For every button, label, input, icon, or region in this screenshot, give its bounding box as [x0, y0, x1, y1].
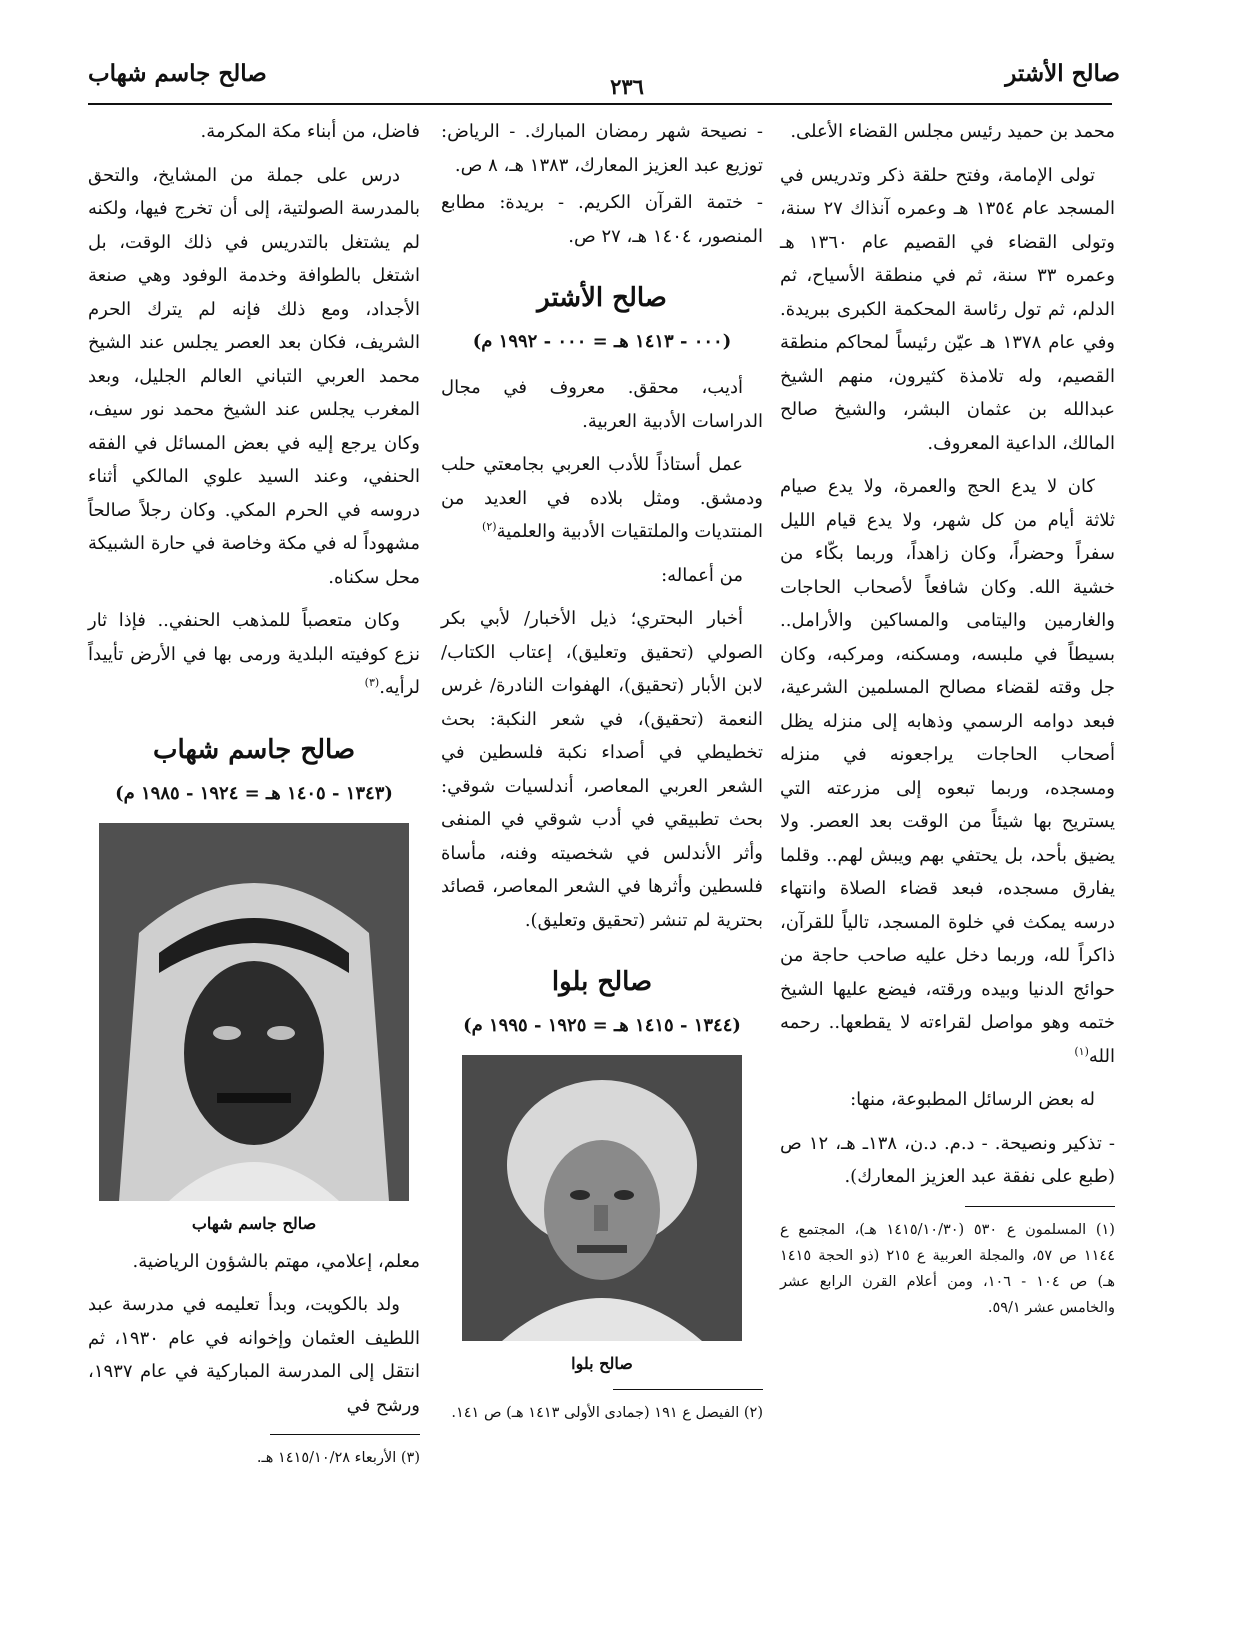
- page-number: ٢٣٦: [610, 74, 644, 99]
- entry-dates: (١٣٤٤ - ١٤١٥ هـ = ١٩٢٥ - ١٩٩٥ م): [463, 1015, 741, 1036]
- photo-caption: صالح جاسم شهاب: [191, 1213, 317, 1233]
- middle-column: [441, 115, 763, 1426]
- list-item: - ختمة القرآن الكريم. - بريدة: مطابع المنصور، ١٤٠٤ هـ، ٢٧ ص.: [441, 192, 763, 247]
- list-item: - نصيحة شهر رمضان المبارك. - الرياض: توزيع عبد العزيز المعارك، ١٣٨٣ هـ، ٨ ص.: [441, 121, 763, 176]
- paragraph-text: عمل أستاذاً للأدب العربي بجامعتي حلب ودمشق. ومثل بلاده في العديد من المنتديات والملتقيات الأدبية والعلمية: [441, 454, 763, 542]
- paragraph: تولى الإمامة، وفتح حلقة ذكر وتدريس في المسجد عام ١٣٥٤ هـ وعمره آنذاك ٢٧ سنة، وتولى القضاء في القصيم عام ١٣٦٠ هـ وعمره ٣٣ سنة، ثم في منطقة الأسياح، ثم الدلم، ثم تول رئاسة المحكمة الكبرى ببريدة. وفي عام ١٣٧٨ هـ عيّن رئيساً لمحاكم منطقة القصيم، وله تلامذة كثيرون، منهم الشيخ عبدالله بن عثمان البشر، والشيخ صالح المالك، الداعية المعروف.: [780, 164, 1115, 454]
- entry-dates: (١٣٤٣ - ١٤٠٥ هـ = ١٩٢٤ - ١٩٨٥ م): [115, 782, 393, 804]
- entry-title: صالح بلوا: [551, 967, 653, 997]
- footnote: (١) المسلمون ع ٥٣٠ (١٤١٥/١٠/٣٠ هـ)، المجتمع ع ١١٤٤ ص ٥٧، والمجلة العربية ع ٢١٥ (ذو الحجة ١٤١٥ هـ) ص ١٠٤ - ١٠٦، ومن أعلام القرن الرابع عشر والخامس عشر ٥٩/١.: [780, 1221, 1115, 1316]
- entry-title: صالح الأشتر: [537, 283, 667, 313]
- paragraph: محمد بن حميد رئيس مجلس القضاء الأعلى.: [790, 121, 1115, 142]
- right-column: [780, 115, 1115, 1321]
- paragraph: ولد بالكويت، وبدأ تعليمه في مدرسة عبد اللطيف العثمان وإخوانه في عام ١٩٣٠، ثم انتقل إلى المدرسة المباركية في عام ١٩٣٧، ورشح في: [88, 1294, 420, 1416]
- footnote-rule: [613, 1389, 763, 1390]
- paragraph-text: كان لا يدع الحج والعمرة، ولا يدع صيام ثلاثة أيام من كل شهر، ولا يدع قيام الليل سفراً وحضراً، وكان زاهداً، وربما بكّاء من خشية الله. وكان شافعاً لأصحاب الحاجات والغارمين واليتامى والمساكين والأرامل.. بسيطاً في ملبسه، ومسكنه، ومركبه، وكان جل وقته لقضاء مصالح المسلمين الشرعية، فبعد دوامه الرسمي وذهابه إلى منزله يظل أصحاب الحاجات يراجعونه في منزله ومسجده، وربما تبعوه إلى مزرعته التي يستريح بها شيئاً من الوقت بعد العصر. ولا يضيق بأحد، بل يحتفي بهم ويبش لهم.. وقلما يفارق مسجده، فبعد قضاء الصلاة وانتهاء درسه يمكث في خلوة المسجد، تالياً للقرآن، ذاكراً لله، وربما دخل عليه صاحب حاجة من حوائج الدنيا وبيده ورقته، فيضع عليها الشيخ ختمه وهو مواصل لقراءته لا يقطعها.. رحمه الله: [780, 476, 1115, 1067]
- paragraph: درس على جملة من المشايخ، والتحق بالمدرسة الصولتية، إلى أن تخرج فيها، ولكنه لم يشتغل بالتدريس في ذلك الوقت، بل اشتغل بالطوافة وخدمة الوفود وهي صنعة الأجداد، ومع ذلك فإنه لم يترك الحرم الشريف، فكان بعد العصر يجلس عند الشيخ محمد العربي التباني العالم الجليل، وبعد المغرب يجلس عند الشيخ محمد نور سيف، وكان يرجع إليه في بعض المسائل في الفقه الحنفي، وعند السيد علوي المالكي أثناء دروسه في الحرم المكي. وكان رجلاً صالحاً مشهوداً له في مكة وخاصة في حارة الشبيكة محل سكناه.: [88, 164, 420, 588]
- paragraph: له بعض الرسائل المطبوعة، منها:: [850, 1089, 1095, 1110]
- footnote-rule: [270, 1434, 420, 1435]
- list-item: - تذكير ونصيحة. - د.م. د.ن، ١٣٨ـ هـ، ١٢ ص (طبع على نفقة عبد العزيز المعارك).: [780, 1132, 1116, 1187]
- portrait-image: [462, 1055, 742, 1341]
- paragraph-text: وكان متعصباً للمذهب الحنفي.. فإذا ثار نزع كوفيته البلدية ورمى بها في الأرض تأييداً لرأيه.: [88, 610, 420, 698]
- footnote-rule: [965, 1206, 1115, 1207]
- entry-title: صالح جاسم شهاب: [152, 734, 356, 765]
- footnote-ref: (٢): [482, 520, 497, 533]
- paragraph: معلم، إعلامي، مهتم بالشؤون الرياضية.: [132, 1250, 420, 1272]
- paragraph: أديب، محقق. معروف في مجال الدراسات الأدبية العربية.: [441, 377, 763, 432]
- footnote-ref: (١): [1074, 1044, 1089, 1058]
- footnote: (٢) الفيصل ع ١٩١ (جمادى الأولى ١٤١٣ هـ) ص ١٤١.: [451, 1405, 763, 1421]
- portrait-image: [99, 823, 409, 1201]
- paragraph: [441, 448, 763, 549]
- portrait-photo: [99, 823, 409, 1201]
- paragraph: [780, 470, 1115, 1073]
- paragraph: [88, 604, 420, 705]
- paragraph: من أعماله:: [661, 564, 743, 586]
- portrait-photo: [462, 1055, 742, 1341]
- running-header-left: صالح جاسم شهاب: [88, 60, 267, 87]
- paragraph: أخبار البحتري؛ ذيل الأخبار/ لأبي بكر الصولي (تحقيق وتعليق)، إعتاب الكتاب/ لابن الأبار (تحقيق)، الهفوات النادرة/ غرس النعمة (تحقيق)، في شعر النكبة: بحث تخطيطي في أصداء نكبة فلسطين في الشعر العربي المعاصر، أندلسيات شوقي: بحث تطبيقي في أدب شوقي في المنفى وأثر الأندلس في شخصيته وفنه، مأساة فلسطين وأثرها في الشعر المعاصر، قصائد بحترية لم تنشر (تحقيق وتعليق).: [441, 608, 763, 931]
- header-rule: [88, 103, 1112, 105]
- left-column: [88, 115, 420, 1471]
- photo-caption: صالح بلوا: [571, 1354, 633, 1373]
- footnote-ref: (٣): [364, 676, 380, 689]
- paragraph: فاضل، من أبناء مكة المكرمة.: [200, 121, 420, 142]
- footnote: (٣) الأربعاء ١٤١٥/١٠/٢٨ هـ.: [256, 1450, 420, 1466]
- entry-dates: (٠٠٠ - ١٤١٣ هـ = ٠٠٠ - ١٩٩٢ م): [472, 331, 732, 352]
- running-header-right: صالح الأشتر: [1005, 60, 1120, 87]
